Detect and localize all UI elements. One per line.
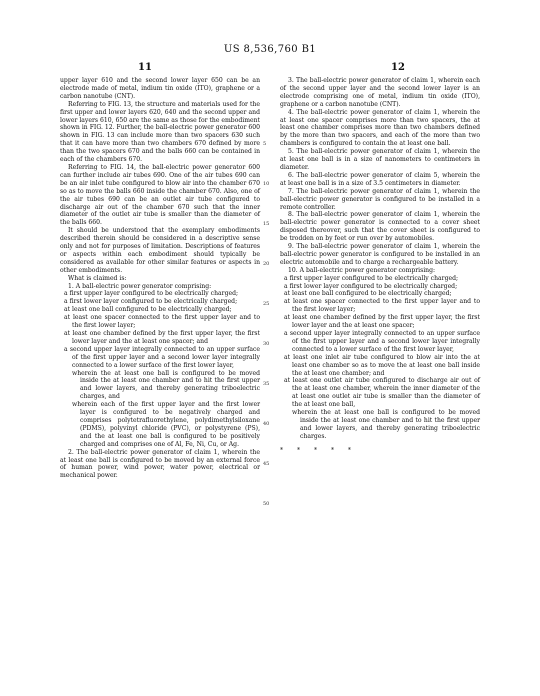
- claim-element: at least one chamber defined by the first upper layer, the first lower layer and the at least one spacer;: [284, 314, 480, 330]
- line-number: 20: [263, 261, 270, 267]
- column-number-right: 12: [391, 62, 405, 73]
- right-column: [280, 77, 480, 455]
- line-number: 35: [263, 381, 270, 387]
- claim: 3. The ball-electric power generator of claim 1, wherein each of the second upper layer and the second lower layer is an electrode comprising one of metal, indium tin oxide (ITO), graphene or a carbon nanotube (CNT).: [280, 77, 480, 108]
- line-number: 50: [263, 501, 270, 507]
- line-number: 40: [263, 421, 270, 427]
- line-number: 45: [263, 461, 270, 467]
- claim-element: at least one inlet air tube configured to blow air into the at least one chamber so as to move the at least one ball inside the at least one chamber; and: [284, 353, 480, 377]
- claim-element: wherein each of the first upper layer and the first lower layer is configured to be negatively charged and comprises polytetrafluorethylene, polydimethylsiloxane (PDMS), polyvinyl chloride (PVC), or polystyrene (PS), and the at least one ball is configured to be positively charged and comprises one of Al, Fe, Ni, Cu, or Ag.: [72, 401, 260, 448]
- end-of-document-mark: * * * * *: [280, 446, 357, 454]
- left-column: [60, 77, 260, 480]
- claim-element: at least one spacer connected to the first upper layer and to the first lower layer;: [284, 298, 480, 314]
- claim-element: at least one outlet air tube configured to discharge air out of the at least one chamber, wherein the inner diameter of the at least one outlet air tube is smaller than the diameter of the at least one ball,: [284, 377, 480, 409]
- line-number: 25: [263, 301, 270, 307]
- claim-element: at least one ball configured to be electrically charged;: [284, 290, 452, 298]
- line-number: 10: [263, 181, 270, 187]
- paragraph: Referring to FIG. 13, the structure and materials used for the first upper and lower layers 620, 640 and the second upper and lower layers 610, 650 are the same as those for the embodiment shown in FIG. 12. Further, the ball-electric power generator 600 shown in FIG. 13 can include more than two spacers 630 such that it can have more than two chambers 670 defined by more than the two spacers 670 and the balls 660 can be contained in each of the chambers 670.: [60, 100, 260, 164]
- claim-element: at least one spacer connected to the first upper layer and to the first lower layer;: [64, 314, 260, 330]
- line-number: 5: [263, 141, 267, 147]
- claim-element: a first lower layer configured to be electrically charged;: [64, 298, 238, 306]
- claims-intro: What is claimed is:: [68, 274, 127, 282]
- line-number: 15: [263, 221, 270, 227]
- claim: 9. The ball-electric power generator of claim 1, wherein the ball-electric power generator is configured to be installed in an electric automobile and to charge a rechargeable battery.: [280, 243, 480, 266]
- claim-element: wherein the at least one ball is configured to be moved inside the at least one chamber and to hit the first upper and lower layers, and thereby generating triboelectric charges, and: [72, 369, 260, 401]
- claim: 7. The ball-electric power generator of claim 1, wherein the ball-electric power generator is configured to be installed in a remote controller.: [280, 187, 480, 211]
- paragraph: upper layer 610 and the second lower layer 650 can be an electrode made of metal, indium tin oxide (ITO), graphene or a carbon nanotube (CNT).: [60, 77, 260, 100]
- column-number-left: 11: [138, 62, 152, 73]
- claim-element: at least one ball configured to be electrically charged;: [64, 306, 232, 314]
- paragraph: Referring to FIG. 14, the ball-electric power generator 600 can further include air tubes 690. One of the air tubes 690 can be an air inlet tube configured to blow air into the chamber 670 so as to move the balls 660 inside the chamber 670. Also, one of the air tubes 690 can be an outlet air tube configured to discharge air out of the chamber 670 such that the inner diameter of the outlet air tube is smaller than the diameter of the balls 660.: [60, 163, 260, 227]
- claim-element: a second upper layer integrally connected to an upper surface of the first upper layer and a second lower layer integrally connected to a lower surface of the first lower layer,: [64, 345, 260, 369]
- claim: 5. The ball-electric power generator of claim 1, wherein the at least one ball is in a size of nanometers to centimeters in diameter.: [280, 148, 480, 171]
- line-number: 30: [263, 341, 270, 347]
- claim-heading: 1. A ball-electric power generator comprising:: [68, 282, 212, 290]
- patent-number: US 8,536,760 B1: [223, 44, 317, 55]
- claim-element: wherein the at least one ball is configured to be moved inside the at least one chamber and to hit the first upper and lower layers, and thereby generating triboelectric charges.: [292, 409, 480, 440]
- claim: 8. The ball-electric power generator of claim 1, wherein the ball-electric power generator is connected to a cover sheet disposed thereover, such that the cover sheet is configured to be trodden on by feet or run over by automobiles.: [280, 211, 480, 243]
- claim: 2. The ball-electric power generator of claim 1, wherein the at least one ball is configured to be moved by an external force of human power, wind power, water power, electrical or mechanical power.: [60, 448, 260, 480]
- paragraph: It should be understood that the exemplary embodiments described therein should be considered in a descriptive sense only and not for purposes of limitation. Descriptions of features or aspects within each embodiment should typically be considered as available for other similar features or aspects in other embodiments.: [60, 227, 260, 274]
- claim-heading: 10. A ball-electric power generator comprising:: [288, 266, 436, 274]
- claim-element: a first upper layer configured to be electrically charged;: [64, 290, 239, 298]
- claim-element: a first upper layer configured to be electrically charged;: [284, 274, 459, 282]
- claim: 6. The ball-electric power generator of claim 5, wherein the at least one ball is in a size of 3.5 centimeters in diameter.: [280, 171, 480, 187]
- claim: 4. The ball-electric power generator of claim 1, wherein the at least one spacer comprises more than two spacers, the at least one chamber comprises more than two chambers defined by the more than two spacers, and each of the more than two chambers is configured to contain the at least one ball.: [280, 108, 480, 148]
- claim-element: at least one chamber defined by the first upper layer, the first lower layer and the at least one spacer; and: [64, 330, 260, 345]
- claim-element: a second upper layer integrally connected to an upper surface of the first upper layer and a second lower layer integrally connected to a lower surface of the first lower layer,: [284, 330, 480, 353]
- claim-element: a first lower layer configured to be electrically charged;: [284, 282, 458, 290]
